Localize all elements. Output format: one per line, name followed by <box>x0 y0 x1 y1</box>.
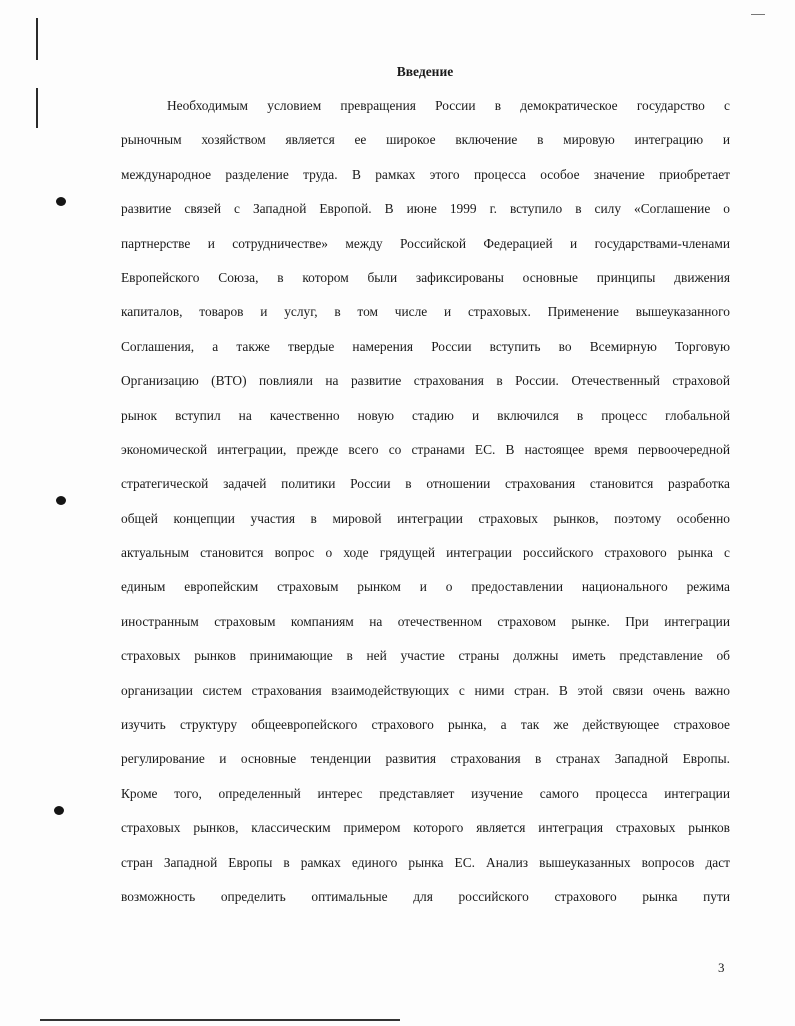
scan-binder-line <box>36 88 38 128</box>
text-line: актуальным становится вопрос о ходе грядущей интеграции российского страхового рынка с <box>121 545 730 561</box>
text-line: регулирование и основные тенденции развития страхования в странах Западной Европы. <box>121 751 730 767</box>
text-line: возможность определить оптимальные для российского страхового рынка пути <box>121 888 730 904</box>
text-line: организации систем страхования взаимодействующих с ними стран. В этой связи очень важно <box>121 682 730 698</box>
text-line: единым европейским страховым рынком и о предоставлении национального режима <box>121 579 730 595</box>
text-line: изучить структуру общеевропейского страхового рынка, а так же действующее страховое <box>121 717 730 733</box>
text-line: Организацию (ВТО) повлияли на развитие страхования в России. Отечественный страховой <box>121 373 730 389</box>
text-line: капиталов, товаров и услуг, в том числе и страховых. Применение вышеуказанного <box>121 304 730 320</box>
text-line: партнерстве и сотрудничестве» между Российской Федерацией и государствами-членами <box>121 235 730 251</box>
page-heading: Введение <box>396 64 454 79</box>
scan-bottom-rule <box>40 1019 400 1021</box>
text-line: стратегической задачей политики России в отношении страхования становится разработка <box>121 476 730 492</box>
punch-hole <box>56 496 66 505</box>
text-line: экономической интеграции, прежде всего со странами ЕС. В настоящее время первоочередной <box>121 441 730 457</box>
text-line: Необходимым условием превращения России в демократическое государство с <box>167 98 730 113</box>
text-line: Кроме того, определенный интерес представляет изучение самого процесса интеграции <box>121 785 730 801</box>
scan-binder-line <box>36 18 38 60</box>
text-line: страховых рынков принимающие в ней участие страны должны иметь представление об <box>121 648 730 664</box>
punch-hole <box>56 197 66 206</box>
page-number: 3 <box>718 960 725 975</box>
text-line: стран Западной Европы в рамках единого рынка ЕС. Анализ вышеуказанных вопросов даст <box>121 854 730 870</box>
text-line: иностранным страховым компаниям на отечественном страховом рынке. При интеграции <box>121 613 730 629</box>
punch-hole <box>54 806 64 815</box>
text-line: развитие связей с Западной Европой. В июне 1999 г. вступило в силу «Соглашение о <box>121 201 730 217</box>
text-line: Европейского Союза, в котором были зафиксированы основные принципы движения <box>121 269 730 285</box>
text-line: международное разделение труда. В рамках этого процесса особое значение приобретает <box>121 166 730 182</box>
text-line: страховых рынков, классическим примером которого является интеграция страховых рынков <box>121 820 730 836</box>
body-paragraph <box>121 89 730 914</box>
text-line: рыночным хозяйством является ее широкое включение в мировую интеграцию и <box>121 132 730 148</box>
text-line: общей концепции участия в мировой интеграции страховых рынков, поэтому особенно <box>121 510 730 526</box>
scan-mark <box>751 14 765 15</box>
text-line: Соглашения, а также твердые намерения России вступить во Всемирную Торговую <box>121 338 730 354</box>
text-line: рынок вступил на качественно новую стадию и включился в процесс глобальной <box>121 407 730 423</box>
